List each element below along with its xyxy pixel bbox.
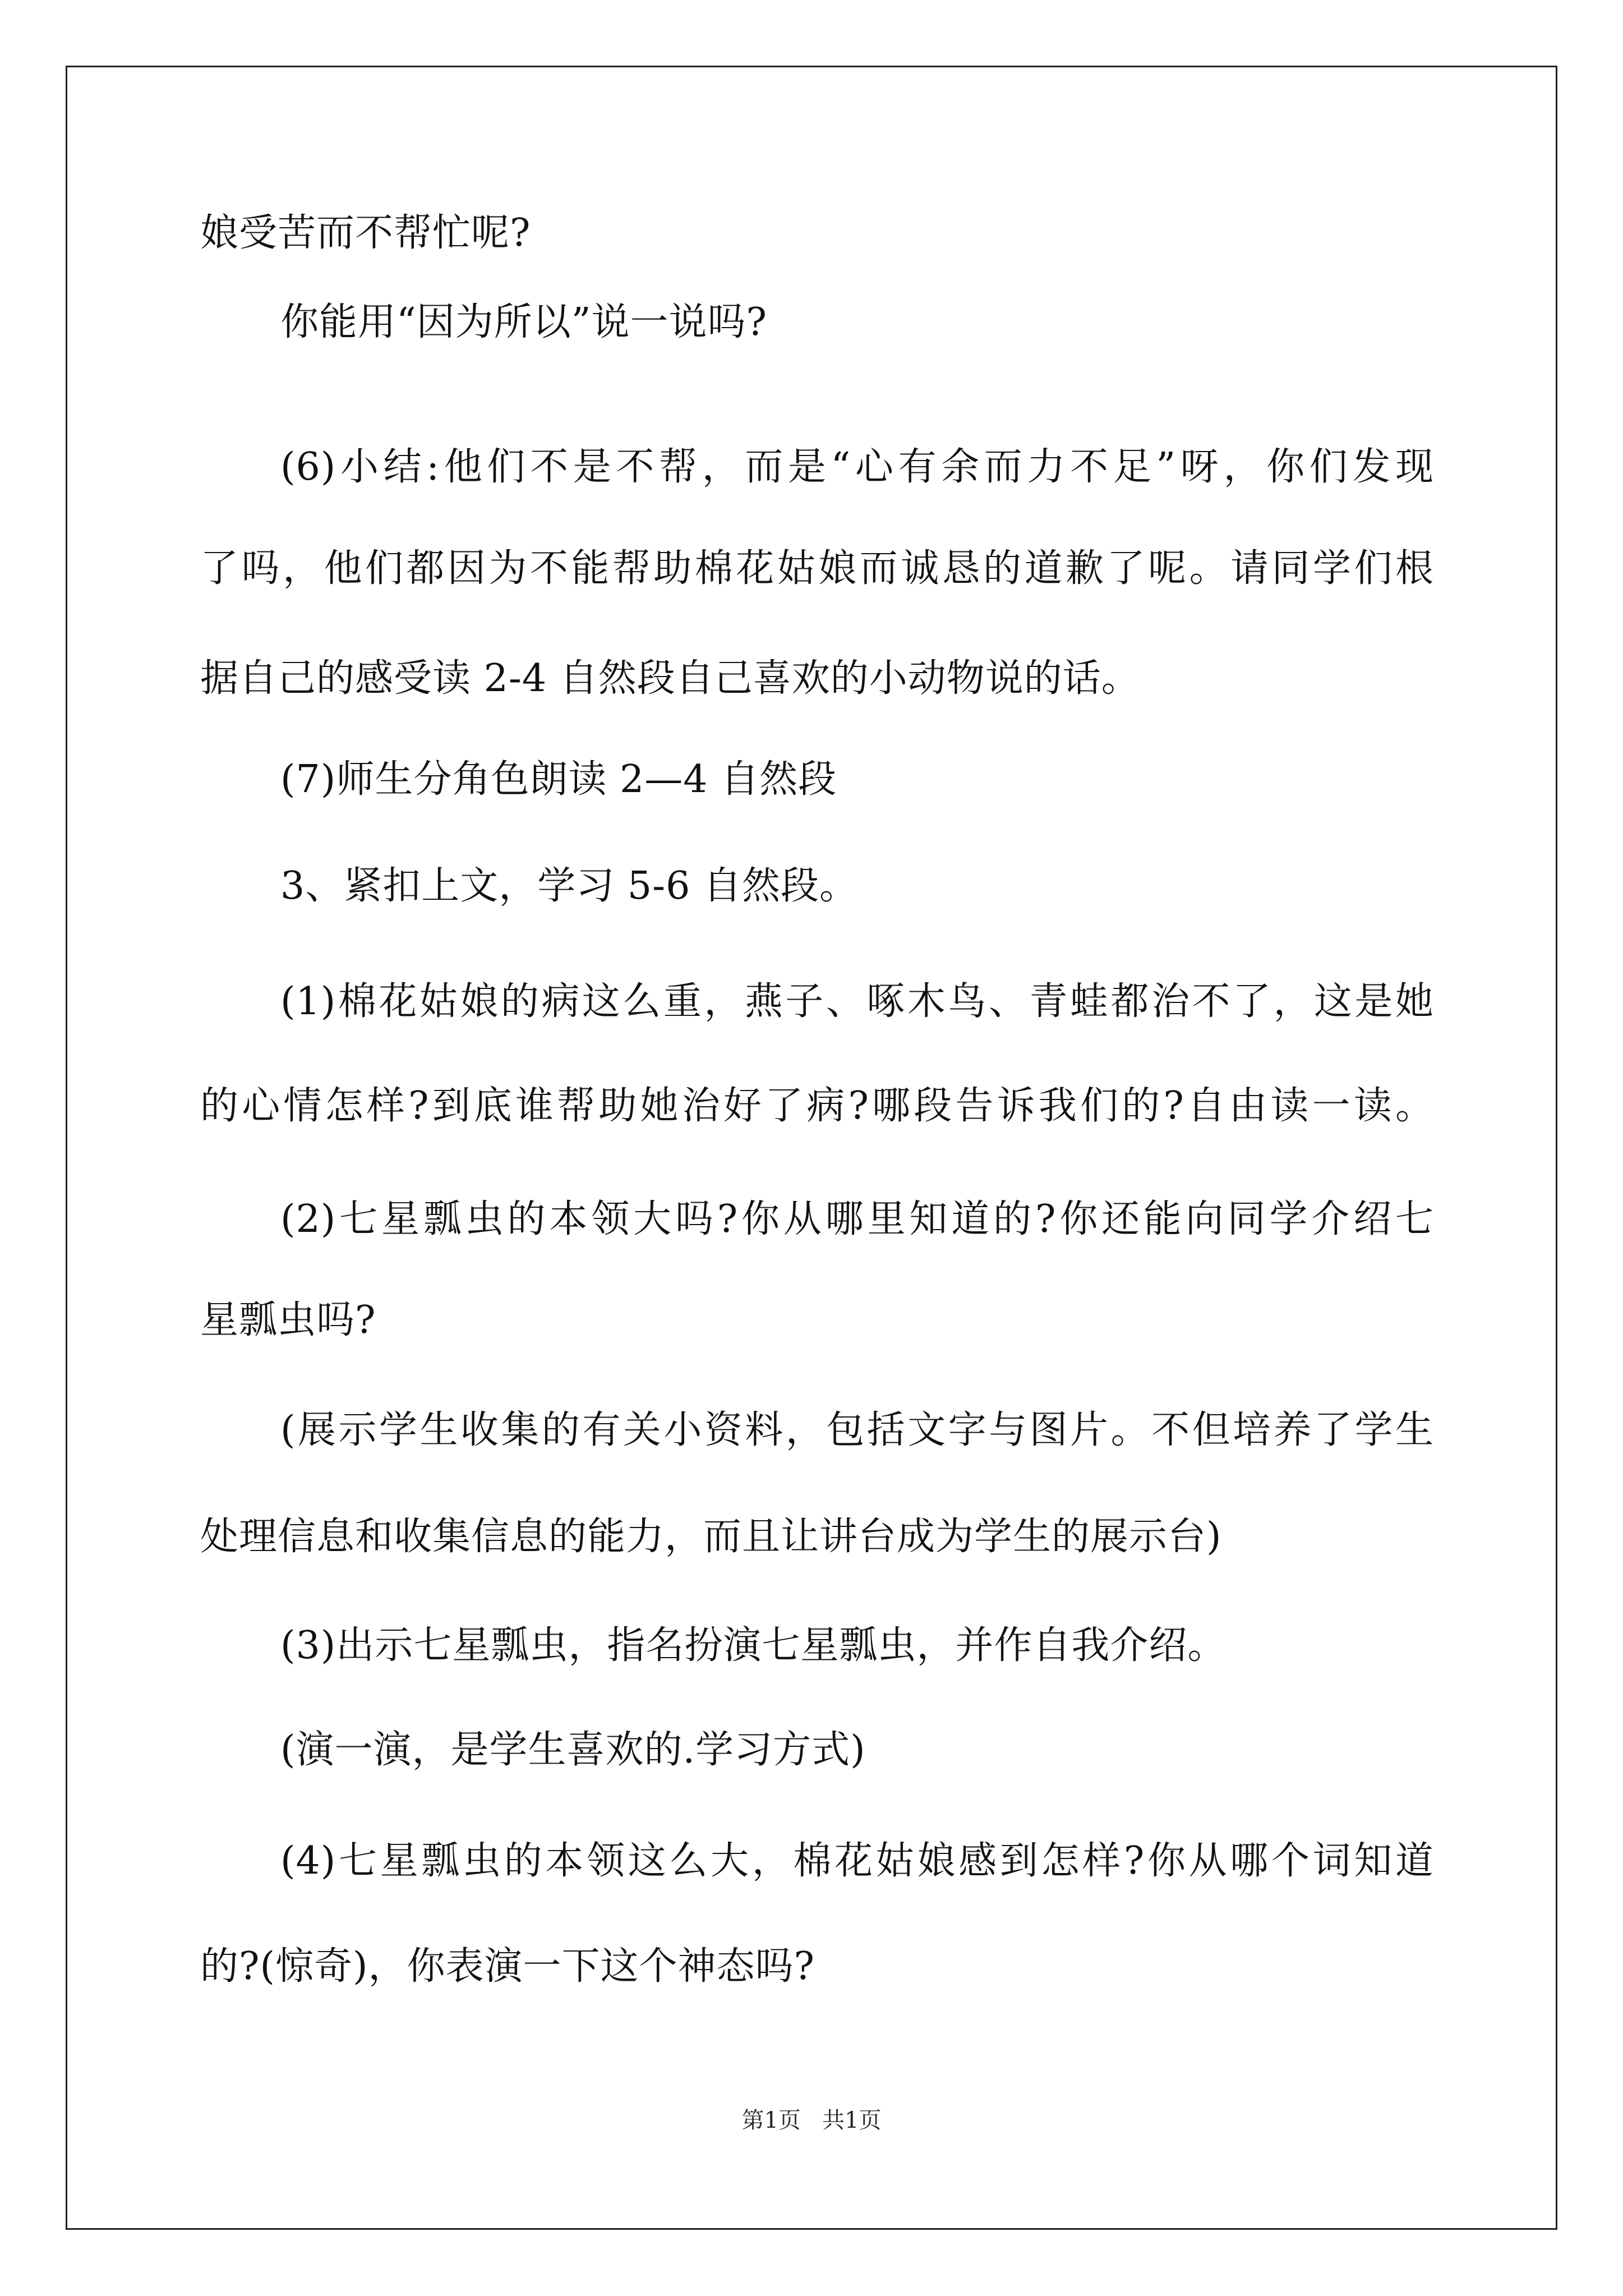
text-line: 处理信息和收集信息的能力，而且让讲台成为学生的展示台): [200, 1515, 1222, 1559]
text-line: (6)小结:他们不是不帮，而是“心有余而力不足”呀，你们发现: [280, 445, 1434, 489]
text-line: 的心情怎样?到底谁帮助她治好了病?哪段告诉我们的?自由读一读。: [200, 1084, 1434, 1128]
text-line: (展示学生收集的有关小资料，包括文字与图片。不但培养了学生: [280, 1408, 1434, 1452]
text-line: (演一演，是学生喜欢的.学习方式): [280, 1728, 866, 1772]
text-line: 娘受苦而不帮忙呢?: [200, 211, 531, 255]
text-line: 了吗，他们都因为不能帮助棉花姑娘而诚恳的道歉了呢。请同学们根: [200, 546, 1434, 591]
text-line: (4)七星瓢虫的本领这么大，棉花姑娘感到怎样?你从哪个词知道: [280, 1839, 1434, 1883]
text-line: 星瓢虫吗?: [200, 1298, 376, 1342]
text-line: (2)七星瓢虫的本领大吗?你从哪里知道的?你还能向同学介绍七: [280, 1197, 1434, 1241]
text-line: 3、紧扣上文，学习 5-6 自然段。: [280, 864, 858, 908]
page-footer: 第1页 共1页: [741, 2108, 882, 2133]
text-line: 的?(惊奇)，你表演一下这个神态吗?: [200, 1944, 815, 1989]
page-border: [66, 66, 1557, 2230]
text-line: (7)师生分角色朗读 2—4 自然段: [280, 757, 837, 802]
text-line: (3)出示七星瓢虫，指名扮演七星瓢虫，并作自我介绍。: [280, 1623, 1227, 1668]
text-line: 你能用“因为所以”说一说吗?: [280, 300, 767, 344]
text-line: (1)棉花姑娘的病这么重，燕子、啄木鸟、青蛙都治不了，这是她: [280, 979, 1434, 1024]
text-line: 据自己的感受读 2-4 自然段自己喜欢的小动物说的话。: [200, 656, 1140, 701]
